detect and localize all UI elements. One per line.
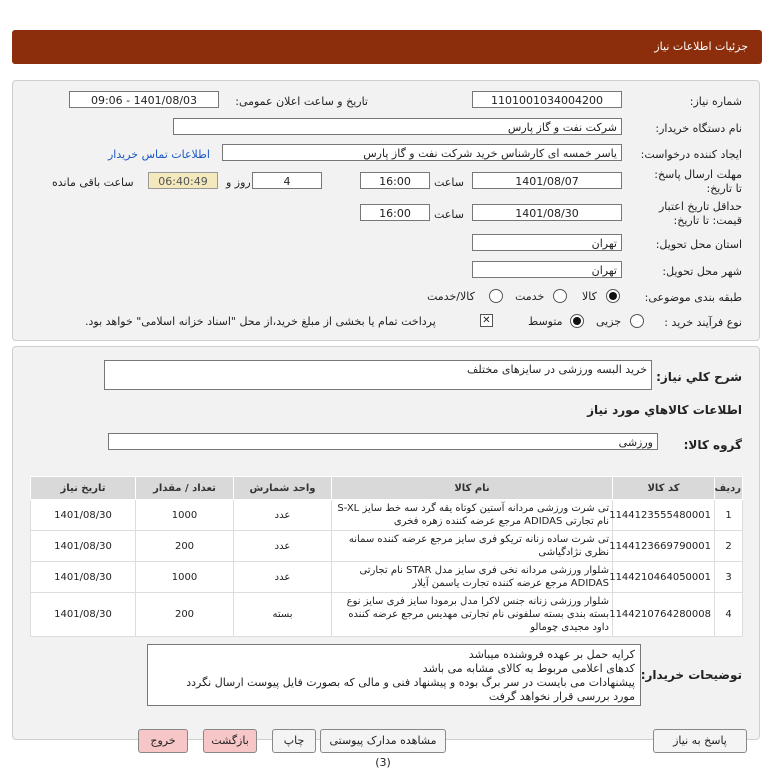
- delivery-city-field: تهران: [472, 261, 622, 278]
- item-unit: عدد: [234, 500, 332, 531]
- view-attachments-button[interactable]: مشاهده مدارک پیوستی (3): [320, 729, 446, 753]
- table-row[interactable]: [31, 500, 743, 531]
- goods-table: [30, 476, 743, 637]
- buyer-note-line: کرایه حمل بر عهده فروشنده میباشد: [468, 648, 635, 661]
- col-header-code: کد کالا: [613, 477, 715, 500]
- row-index: 2: [715, 531, 743, 562]
- category-goods-service-radio[interactable]: [489, 289, 503, 303]
- item-date: 1401/08/30: [31, 562, 136, 593]
- item-code: 1144210464050001: [613, 562, 715, 593]
- summary-field: خرید البسه ورزشی در سایزهای مختلف: [104, 360, 652, 390]
- announce-datetime-label: تاریخ و ساعت اعلان عمومی:: [235, 95, 368, 108]
- item-date: 1401/08/30: [31, 500, 136, 531]
- goods-info-title: اطلاعات کالاهاي مورد نیاز: [587, 403, 742, 417]
- col-header-date: تاریخ نیاز: [31, 477, 136, 500]
- remaining-time-field: 06:40:49: [148, 172, 218, 189]
- creator-field: یاسر خمسه ای کارشناس خرید شرکت نفت و گاز پارس: [222, 144, 622, 161]
- delivery-province-label: استان محل تحویل:: [655, 238, 742, 251]
- col-header-unit: واحد شمارش: [234, 477, 332, 500]
- validity-label: حداقل تاریخ اعتبار قیمت: تا تاریخ:: [658, 200, 742, 227]
- buyer-org-label: نام دستگاه خریدار:: [655, 122, 742, 135]
- item-unit: عدد: [234, 562, 332, 593]
- category-service-label: خدمت: [515, 290, 545, 303]
- item-name: تی شرت ورزشی مردانه آستین کوتاه یقه گرد سه خط سایز S-XL نام تجارتی ADIDAS مرجع عرضه کننده زهره فخری: [332, 500, 613, 531]
- item-qty: 1000: [136, 562, 234, 593]
- table-row[interactable]: [31, 531, 743, 562]
- row-index: 3: [715, 562, 743, 593]
- buyer-note-line: مورد بررسی قرار نخواهد گرفت: [488, 690, 635, 703]
- announce-datetime-field: 1401/08/03 - 09:06: [69, 91, 219, 108]
- item-name: شلوار ورزشی مردانه نخی فری سایز مدل STAR نام تجارتی ADIDAS مرجع عرضه کننده تجارت یاسمن آیلار: [332, 562, 613, 593]
- back-button[interactable]: بازگشت: [203, 729, 257, 753]
- item-date: 1401/08/30: [31, 593, 136, 637]
- buyer-contact-link[interactable]: اطلاعات تماس خریدار: [108, 148, 210, 161]
- deadline-days-field: 4: [252, 172, 322, 189]
- row-index: 4: [715, 593, 743, 637]
- need-number-label: شماره نیاز:: [689, 95, 742, 108]
- category-goods-label: کالا: [582, 290, 597, 303]
- item-name: تی شرت ساده زنانه تریکو فری سایز مرجع عرضه کننده سمانه نظری نژادگیاشی: [332, 531, 613, 562]
- category-service-radio[interactable]: [553, 289, 567, 303]
- need-number-field: 1101001034004200: [472, 91, 622, 108]
- row-index: 1: [715, 500, 743, 531]
- category-goods-radio[interactable]: [606, 289, 620, 303]
- col-header-qty: تعداد / مقدار: [136, 477, 234, 500]
- treasury-payment-checkbox[interactable]: ✕: [480, 314, 493, 327]
- item-unit: بسته: [234, 593, 332, 637]
- treasury-payment-note: پرداخت تمام یا بخشی از مبلغ خرید،از محل "اسناد خزانه اسلامی" خواهد بود.: [85, 315, 436, 328]
- remaining-time-label: ساعت باقی مانده: [52, 176, 134, 189]
- delivery-city-label: شهر محل تحویل:: [662, 265, 742, 278]
- creator-label: ایجاد کننده درخواست:: [640, 148, 742, 161]
- process-medium-radio[interactable]: [570, 314, 584, 328]
- validity-time-field[interactable]: 16:00: [360, 204, 430, 221]
- summary-label: شرح کلي نیاز:: [656, 370, 742, 384]
- item-code: 1144123669790001: [613, 531, 715, 562]
- goods-group-label: گروه کالا:: [683, 438, 742, 452]
- page-title: جزئیات اطلاعات نیاز: [654, 40, 748, 53]
- item-date: 1401/08/30: [31, 531, 136, 562]
- item-name: شلوار ورزشی زنانه جنس لاکرا مدل برمودا سایز فری سایز نوع بسته بندی بسته سلفونی نام تجارتی مهدیس مرجع عرضه کننده داود مجیدی چومالو: [332, 593, 613, 637]
- deadline-date-field[interactable]: 1401/08/07: [472, 172, 622, 189]
- deadline-label: مهلت ارسال پاسخ: تا تاریخ:: [654, 168, 742, 195]
- buyer-notes-label: توضیحات خریدار:: [640, 668, 742, 682]
- goods-group-field: ورزشی: [108, 433, 658, 450]
- col-header-name: نام کالا: [332, 477, 613, 500]
- category-goods-service-label: کالا/خدمت: [427, 290, 475, 303]
- table-row[interactable]: [31, 593, 743, 637]
- table-header-row: [31, 477, 743, 500]
- reply-button[interactable]: پاسخ به نیاز: [653, 729, 747, 753]
- buyer-note-line: پیشنهادات می بایست در سر برگ بوده و پیشنهاد فنی و مالی که بصورت فایل پیوست ارسال نگردد: [186, 676, 635, 689]
- deadline-time-field[interactable]: 16:00: [360, 172, 430, 189]
- delivery-province-field: تهران: [472, 234, 622, 251]
- process-minor-label: جزیی: [596, 315, 622, 328]
- item-qty: 200: [136, 531, 234, 562]
- buyer-notes-box: [147, 644, 641, 706]
- process-medium-label: متوسط: [528, 315, 563, 328]
- header-bar: [12, 30, 762, 64]
- process-minor-radio[interactable]: [630, 314, 644, 328]
- col-header-row-index: ردیف: [715, 477, 743, 500]
- item-qty: 200: [136, 593, 234, 637]
- item-code: 1144210764280008: [613, 593, 715, 637]
- validity-time-label: ساعت: [434, 208, 464, 221]
- item-unit: عدد: [234, 531, 332, 562]
- table-row[interactable]: [31, 562, 743, 593]
- process-label: نوع فرآیند خرید :: [664, 316, 742, 329]
- item-code: 1144123555480001: [613, 500, 715, 531]
- category-label: طبقه بندی موضوعی:: [644, 291, 742, 304]
- deadline-days-label: روز و: [226, 176, 251, 189]
- buyer-note-line: کدهای اعلامی مربوط به کالای مشابه می باشد: [422, 662, 635, 675]
- buyer-org-field: شرکت نفت و گاز پارس: [173, 118, 622, 135]
- deadline-time-label: ساعت: [434, 176, 464, 189]
- item-qty: 1000: [136, 500, 234, 531]
- exit-button[interactable]: خروج: [138, 729, 188, 753]
- validity-date-field[interactable]: 1401/08/30: [472, 204, 622, 221]
- print-button[interactable]: چاپ: [272, 729, 316, 753]
